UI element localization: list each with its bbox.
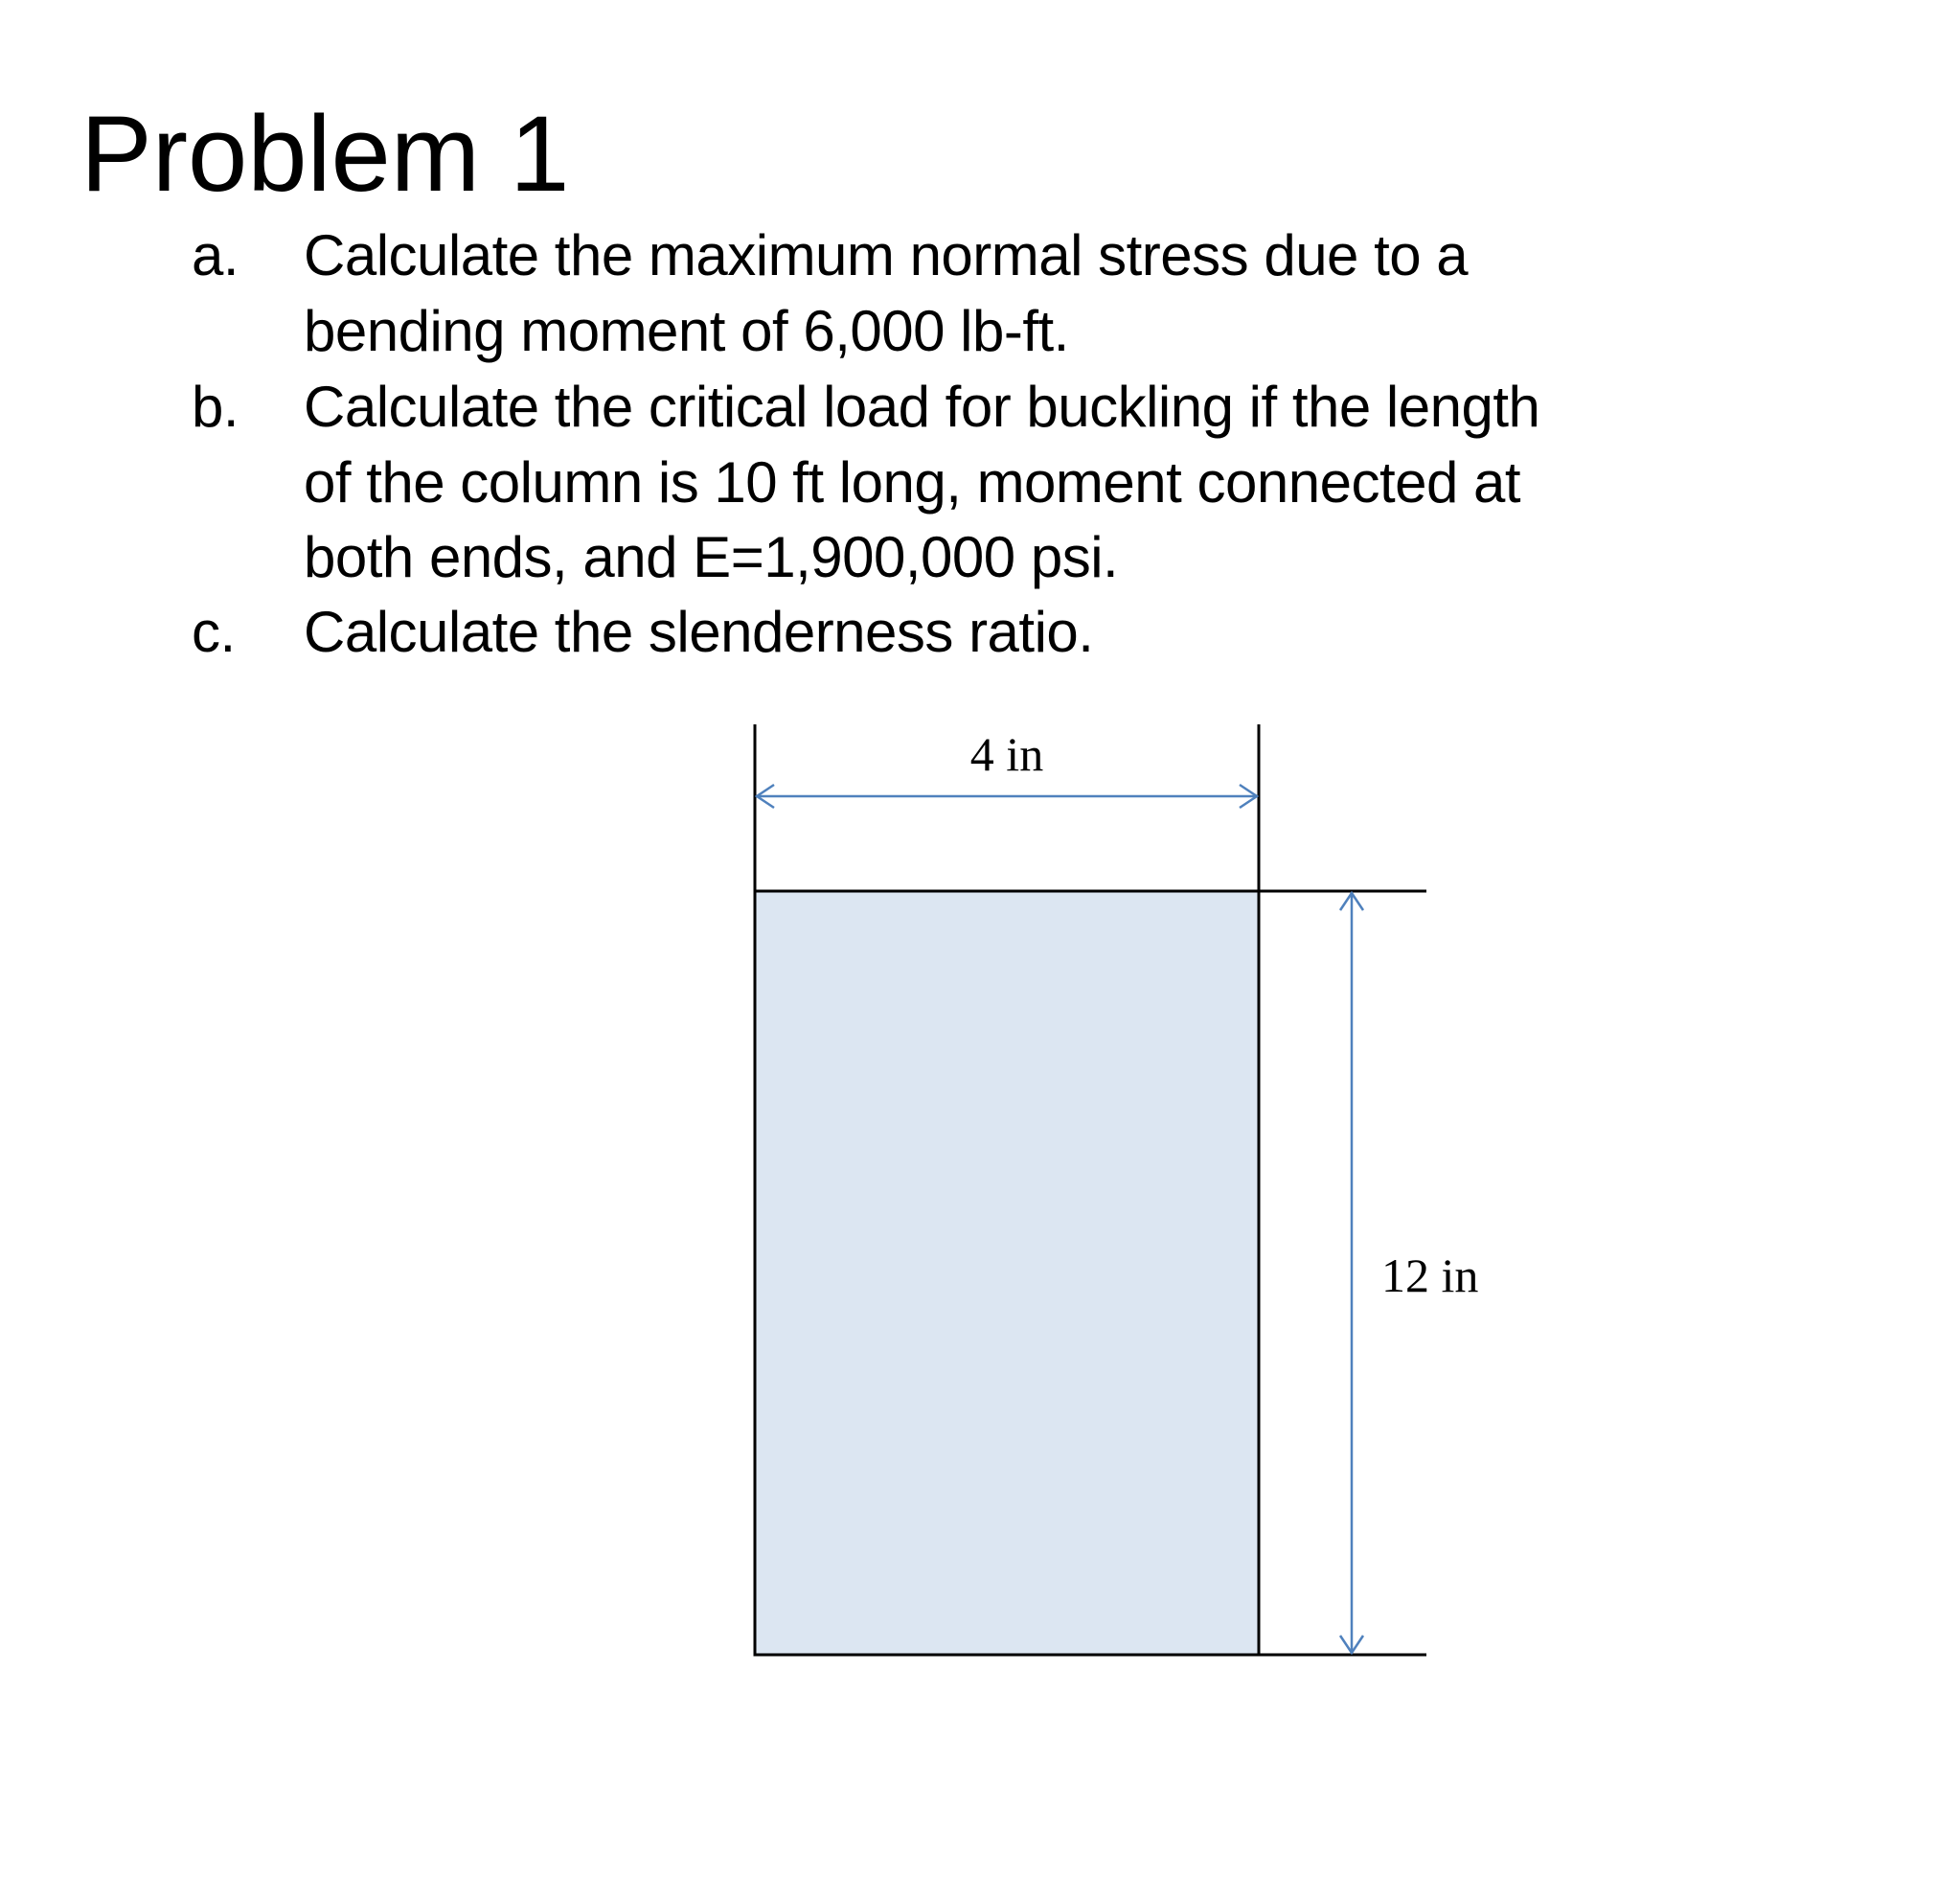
item-b-line-3: both ends, and E=1,900,000 psi. bbox=[304, 525, 1119, 589]
item-b-line-1: Calculate the critical load for buckling if the length bbox=[304, 375, 1540, 439]
width-label: 4 in bbox=[969, 727, 1044, 781]
page-title: Problem 1 bbox=[80, 94, 570, 214]
item-c-line-1: Calculate the slenderness ratio. bbox=[304, 600, 1094, 664]
height-label: 12 in bbox=[1381, 1248, 1479, 1302]
item-a-line-2: bending moment of 6,000 lb-ft. bbox=[304, 299, 1069, 363]
item-a-line-1: Calculate the maximum normal stress due to a bbox=[304, 223, 1469, 287]
cross-section-rect bbox=[755, 891, 1259, 1655]
item-b-marker: b. bbox=[192, 375, 239, 439]
item-c-marker: c. bbox=[192, 600, 236, 664]
height-dimension-arrow bbox=[1340, 893, 1363, 1653]
item-b-line-2: of the column is 10 ft long, moment connected at bbox=[304, 450, 1521, 515]
width-dimension-arrow bbox=[757, 785, 1257, 808]
item-a-marker: a. bbox=[192, 223, 239, 287]
